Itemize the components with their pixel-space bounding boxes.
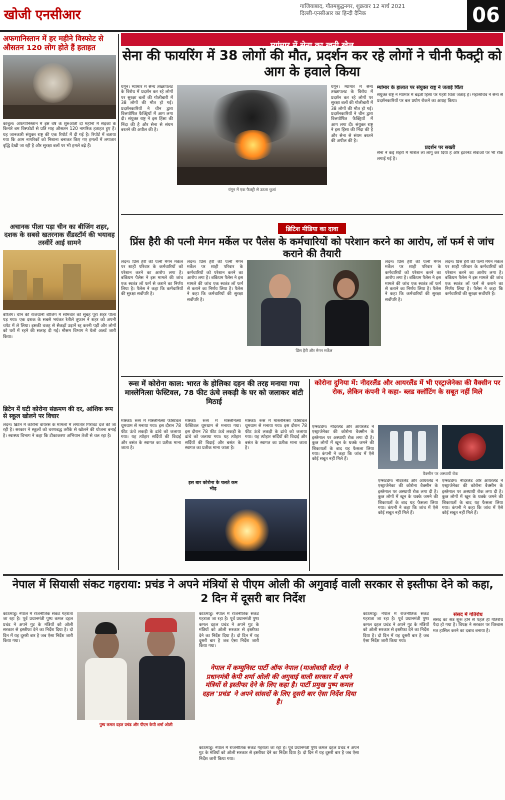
lead-divider (121, 214, 503, 215)
page-number: 06 (467, 0, 505, 30)
royal-kicker-wrap (121, 216, 503, 235)
uk-headline: ब्रिटेन में घटी कोरोना संक्रमण की दर, आंशिक रूप से स्कूल खोलने पर विचार (3, 406, 113, 421)
russia-body-3: मास्को। रूस में मास्लेनित्सा फेस्टिवल धूमधाम से मनाया गया। इस दौरान 78 फीट ऊंचे लकड़ी के ढांचे को जलाया गया। यह त्योहार सर्दियों की विदाई और बसंत के स्वागत का प्रतीक माना जाता है। (245, 419, 307, 452)
nepal-top-rule (3, 574, 503, 576)
russia-body: मास्को। रूस में मास्लेनित्सा फेस्टिवल धूमधाम से मनाया गया। इस दौरान 78 फीट ऊंचे लकड़ी के ढांचे को जलाया गया। यह त्योहार सर्दियों की विदाई और बसंत के स्वागत का प्रतीक माना जाता है। (121, 419, 181, 452)
royal-divider (121, 376, 503, 377)
virus-photo (442, 425, 503, 469)
russia-photo (185, 499, 307, 561)
beijing-headline: अचानक पीला पड़ा चीन का बीजिंग शहर, दशक के सबसे खतरनाक सैंडस्टॉर्म की भयावह तस्वीरें आई सामने (4, 223, 115, 247)
masthead (0, 0, 505, 32)
nepal-body: काठमांडू। नेपाल में राजनीतिक संकट गहराता जा रहा है। पूर्व प्रधानमंत्री पुष्प कमल दहल प्रचंड ने अपने गुट के मंत्रियों को ओली सरकार से इस्तीफा देने का निर्देश दिया है। दो दिन में यह दूसरी बार है जब ऐसा निर्देश जारी किया गया। (3, 612, 73, 645)
royal-body-4: लंदन। प्रिंस हैरी की पत्नी मेगन मर्केल पर शाही परिवार के कर्मचारियों को परेशान करने का आरोप लगा है। बकिंघम पैलेस ने इस मामले की जांच एक स्वतंत्र लॉ फर्म से कराने का निर्णय लिया है। पैलेस ने कहा कि कर्मचारियों की सुरक्षा सर्वोपरि है। (445, 260, 503, 298)
royal-body: लंदन। प्रिंस हैरी की पत्नी मेगन मर्केल पर शाही परिवार के कर्मचारियों को परेशान करने का आरोप लगा है। बकिंघम पैलेस ने इस मामले की जांच एक स्वतंत्र लॉ फर्म से कराने का निर्णय लिया है। पैलेस ने कहा कि कर्मचारियों की सुरक्षा सर्वोपरि है। (121, 260, 183, 298)
afghan-body: काबुल। अफगानिस्तान में इस वर्ष के शुरुआती दो महीनों में सड़कों के किनारे बम विस्फोटों से प्रति माह औसतन 120 नागरिक हताहत हुए हैं। यह जानकारी संयुक्त राष्ट्र की एक रिपोर्ट में दी गई है। रिपोर्ट में बताया गया कि आम नागरिकों को निशाना बनाकर किए गए हमलों में लगातार वृद्धि देखी जा रही है और सुरक्षा बलों पर भी हमले बढ़े हैं। (3, 122, 116, 149)
afghan-photo (3, 55, 116, 119)
nepal-box-body: संसद का सत्र शुरू होने से पहले ही गतिरोध पैदा हो गया है। विपक्ष ने सरकार पर विश्वास मत हासिल करने का दबाव बनाया है। (433, 618, 503, 634)
nepal-story (3, 578, 503, 798)
right-top-headline: म्यांमार के हालात पर संयुक्त राष्ट्र ने जताई चिंता (377, 85, 464, 91)
corona-headline: कोरोना दुनिया में: नीदरलैंड और आयरलैंड में भी एस्ट्राजेनेका की वैक्सीन पर रोक, लेकिन कंपनी ने कहा- ब्लड क्लॉटिंग के सबूत नहीं मिले (314, 379, 501, 396)
column-divider (118, 34, 119, 570)
nepal-photo (77, 612, 195, 720)
right-top-body: संयुक्त राष्ट्र ने म्यांमार में बढ़ती हिंसा पर गहरी चिंता जताई है। महासचिव ने सेना से प्रदर्शनकारियों पर बल प्रयोग रोकने का आग्रह किया। (377, 93, 503, 104)
right-top-box-title: प्रदर्शन पर सख्ती (424, 145, 456, 152)
royal-body-3: लंदन। प्रिंस हैरी की पत्नी मेगन मर्केल पर शाही परिवार के कर्मचारियों को परेशान करने का आरोप लगा है। बकिंघम पैलेस ने इस मामले की जांच एक स्वतंत्र लॉ फर्म से कराने का निर्णय लिया है। पैलेस ने कहा कि कर्मचारियों की सुरक्षा सर्वोपरि है। (385, 260, 441, 303)
royal-story (121, 216, 503, 374)
nepal-quote: नेपाल में कम्युनिस्ट पार्टी ऑफ नेपाल (माओवादी सेंटर) ने प्रधानमंत्री केपी शर्मा ओली की अगुवाई वाली सरकार में अपने मंत्रियों से इस्तीफा देने के लिए कहा है। पार्टी प्रमुख पुष्प कमल दहल 'प्रचंड' ने अपने सांसदों के लिए दूसरी बार ऐसा निर्देश दिया है। (202, 664, 356, 707)
issue-date: गाजियाबाद, गौतमबुद्धनगर, शुक्रवार 12 मार्च 2021 (300, 4, 406, 10)
corona-caption: वैक्सीन पर अस्थायी रोक (422, 471, 459, 476)
lead-caption: यंगून में एक फैक्ट्री से उठता धुआं (228, 187, 276, 192)
russia-box-title: इस बार कोरोना के चलते कम भीड़ (188, 481, 238, 492)
russia-story (121, 379, 307, 571)
corona-story (312, 379, 503, 571)
nepal-body-3: काठमांडू। नेपाल में राजनीतिक संकट गहराता जा रहा है। पूर्व प्रधानमंत्री पुष्प कमल दहल प्रचंड ने अपने गुट के मंत्रियों को ओली सरकार से इस्तीफा देने का निर्देश दिया है। दो दिन में यह दूसरी बार है जब ऐसा निर्देश जारी किया गया। (199, 746, 359, 762)
brand-name: खोजी एनसीआर (4, 8, 81, 23)
mid-divider (309, 379, 310, 571)
lead-body: यंगून। म्यांमार में सैन्य तख्तापलट के विरोध में प्रदर्शन कर रहे लोगों पर सुरक्षा बलों की गोलीबारी में 38 लोगों की मौत हो गई। प्रदर्शनकारियों ने चीन द्वारा वित्तपोषित फैक्ट्रियों में आग लगा दी। संयुक्त राष्ट्र ने इस हिंसा की निंदा की है और सेना से संयम बरतने की अपील की है। (121, 85, 173, 134)
lead-body-2: यंगून। म्यांमार में सैन्य तख्तापलट के विरोध में प्रदर्शन कर रहे लोगों पर सुरक्षा बलों की गोलीबारी में 38 लोगों की मौत हो गई। प्रदर्शनकारियों ने चीन द्वारा वित्तपोषित फैक्ट्रियों में आग लगा दी। संयुक्त राष्ट्र ने इस हिंसा की निंदा की है और सेना से संयम बरतने की अपील की है। (331, 85, 373, 145)
issue-tagline: दिल्ली-एनसीआर का हिन्दी दैनिक (300, 11, 366, 17)
royal-photo (247, 260, 381, 346)
royal-caption: प्रिंस हैरी और मेगन मर्केल (295, 348, 333, 353)
uk-body: लंदन। ब्रिटेन में कोरोना वायरस के मामलों में लगातार गिरावट दर्ज की जा रही है। सरकार ने स्कूलों को चरणबद्ध तरीके से खोलने की योजना बनाई है। स्वास्थ्य विभाग ने कहा कि टीकाकरण अभियान तेजी से चल रहा है। (3, 422, 116, 439)
royal-kicker: ब्रिटिश मीडिया का दावा (278, 223, 346, 234)
corona-body: एम्सटर्डम। नीदरलैंड और आयरलैंड ने एस्ट्राजेनेका की कोरोना वैक्सीन के इस्तेमाल पर अस्थायी रोक लगा दी है। कुछ लोगों में खून के थक्के जमने की शिकायतों के बाद यह फैसला लिया गया। कंपनी ने कहा कि जांच में ऐसे कोई सबूत नहीं मिले हैं। (312, 425, 374, 463)
russia-headline: रूस में कोरोना काल: भारत के होलिका दहन की तरह मनाया गया मास्लेनित्सा फेस्टिवल, 78 फीट ऊंचे लकड़ी के घर को जलाकर बांटी मिठाई (124, 379, 304, 406)
nepal-sidebox (433, 612, 503, 796)
royal-headline: प्रिंस हैरी की पत्नी मेगन मर्केल पर पैलेस के कर्मचारियों को परेशान करने का आरोप, लॉ फर्म से जांच कराने की तैयारी (130, 237, 494, 261)
corona-body-3: एम्सटर्डम। नीदरलैंड और आयरलैंड ने एस्ट्राजेनेका की कोरोना वैक्सीन के इस्तेमाल पर अस्थायी रोक लगा दी है। कुछ लोगों में खून के थक्के जमने की शिकायतों के बाद यह फैसला लिया गया। कंपनी ने कहा कि जांच में ऐसे कोई सबूत नहीं मिले हैं। (442, 479, 503, 517)
beijing-photo (3, 250, 116, 310)
corona-body-2: एम्सटर्डम। नीदरलैंड और आयरलैंड ने एस्ट्राजेनेका की कोरोना वैक्सीन के इस्तेमाल पर अस्थायी रोक लगा दी है। कुछ लोगों में खून के थक्के जमने की शिकायतों के बाद यह फैसला लिया गया। कंपनी ने कहा कि जांच में ऐसे कोई सबूत नहीं मिले हैं। (378, 479, 438, 517)
left-column (3, 34, 116, 570)
nepal-headline: नेपाल में सियासी संकट गहराया: प्रचंड ने अपने मंत्रियों से पीएम ओली की अगुवाई वाली सरकार से इस्तीफा देने को कहा, 2 दिन में दूसरी बार निर्देश (12, 578, 494, 605)
corona-photo (378, 425, 438, 469)
lead-story (121, 33, 503, 213)
lead-photo-fire (177, 85, 327, 185)
right-top-block (377, 85, 503, 213)
nepal-body-2: काठमांडू। नेपाल में राजनीतिक संकट गहराता जा रहा है। पूर्व प्रधानमंत्री पुष्प कमल दहल प्रचंड ने अपने गुट के मंत्रियों को ओली सरकार से इस्तीफा देने का निर्देश दिया है। दो दिन में यह दूसरी बार है जब ऐसा निर्देश जारी किया गया। (199, 612, 259, 650)
lead-kicker: म्यांमार में सेना का खूनी खेल (121, 33, 503, 46)
nepal-box-title: संसद में गतिरोध (453, 612, 483, 618)
royal-body-2: लंदन। प्रिंस हैरी की पत्नी मेगन मर्केल पर शाही परिवार के कर्मचारियों को परेशान करने का आरोप लगा है। बकिंघम पैलेस ने इस मामले की जांच एक स्वतंत्र लॉ फर्म से कराने का निर्णय लिया है। पैलेस ने कहा कि कर्मचारियों की सुरक्षा सर्वोपरि है। (187, 260, 243, 303)
nepal-body-4: काठमांडू। नेपाल में राजनीतिक संकट गहराता जा रहा है। पूर्व प्रधानमंत्री पुष्प कमल दहल प्रचंड ने अपने गुट के मंत्रियों को ओली सरकार से इस्तीफा देने का निर्देश दिया है। दो दिन में यह दूसरी बार है जब ऐसा निर्देश जारी किया गया। (363, 612, 429, 645)
afghan-headline: अफगानिस्तान में हर महीने विस्फोट से औसतन 120 लोग होते हैं हताहत (3, 34, 104, 52)
issue-info (300, 4, 450, 18)
lead-headline: सेना की फायरिंग में 38 लोगों की मौत, प्रदर्शन कर रहे लोगों ने चीनी फैक्ट्री को आग के हवाले किया (122, 49, 502, 80)
nepal-caption: पुष्प कमल दहल प्रचंड और पीएम केपी शर्मा ओली (99, 722, 173, 727)
right-top-box-body: सेना ने कई शहरों में मार्शल लॉ लागू कर दिया है और इंटरनेट सेवाओं पर भी रोक लगाई गई है। (377, 151, 503, 162)
russia-body-2: मास्को। रूस में मास्लेनित्सा फेस्टिवल धूमधाम से मनाया गया। इस दौरान 78 फीट ऊंचे लकड़ी के ढांचे को जलाया गया। यह त्योहार सर्दियों की विदाई और बसंत के स्वागत का प्रतीक माना जाता है। (185, 419, 241, 452)
beijing-body: बीजिंग। चीन की राजधानी बीजिंग में सोमवार को सुबह पूरा शहर पीला पड़ गया। एक दशक के सबसे भयंकर रेतीले तूफान ने शहर को अपनी चपेट में ले लिया। इसकी वजह से सैकड़ों उड़ानें रद्द करनी पड़ीं और लोगों को घरों में रहने की सलाह दी गई। मौसम विभाग ने येलो अलर्ट जारी किया। (3, 313, 116, 340)
